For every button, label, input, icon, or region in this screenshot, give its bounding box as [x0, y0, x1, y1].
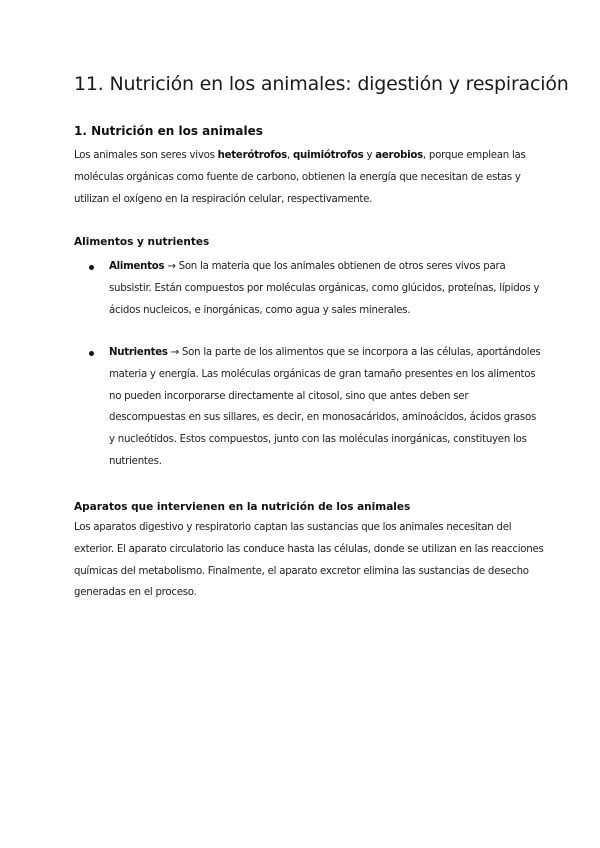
aparatos-paragraph: [74, 517, 544, 604]
bullet-text: → Son la parte de los alimentos que se incorpora a las células, aportándoles: [167, 347, 541, 358]
intro-text: ,: [286, 150, 293, 161]
bullet-line: nutrientes.: [109, 455, 162, 467]
bullet-dot: [89, 265, 94, 270]
section-heading-nutricion: 1. Nutrición en los animales: [74, 124, 263, 138]
bullet-line: [109, 342, 540, 364]
bullet-line: subsistir. Están compuestos por moléculas orgánicas, como glúcidos, proteínas, lípidos y: [109, 282, 540, 294]
subheading-aparatos: Aparatos que intervienen en la nutrición de los animales: [74, 501, 411, 513]
aparatos-line: generadas en el proceso.: [74, 587, 197, 599]
intro-line-1: [74, 145, 526, 167]
term-nutrientes: Nutrientes: [109, 347, 168, 358]
intro-line-3: utilizan el oxígeno en la respiración celular, respectivamente.: [74, 193, 373, 205]
intro-text: Los animales son seres vivos: [74, 150, 218, 161]
intro-text: y: [363, 150, 376, 161]
intro-paragraph: [74, 145, 526, 210]
bullet-line: y nucleótidos. Estos compuestos, junto con las moléculas inorgánicas, constituyen los: [109, 434, 527, 446]
intro-line-2: moléculas orgánicas como fuente de carbono, obtienen la energía que necesitan de estas y: [74, 171, 521, 183]
term-aerobios: aerobios: [375, 150, 423, 161]
bullet-dot: [89, 351, 94, 356]
bullet-text: → Son la materia que los animales obtienen de otros seres vivos para: [164, 261, 506, 272]
bullet-line: materia y energía. Las moléculas orgánicas de gran tamaño presentes en los alimentos: [109, 368, 536, 380]
aparatos-line: exterior. El aparato circulatorio las conduce hasta las células, donde se utilizan en las reacciones: [74, 543, 544, 555]
subheading-alimentos-nutrientes: Alimentos y nutrientes: [74, 236, 210, 248]
document-title: 11. Nutrición en los animales: digestión y respiración: [74, 73, 569, 95]
intro-text: , porque emplean las: [422, 150, 526, 161]
term-heterotrofos: heterótrofos: [217, 150, 287, 161]
aparatos-line: Los aparatos digestivo y respiratorio captan las sustancias que los animales necesitan del: [74, 522, 512, 533]
bullet-line: ácidos nucleicos, e inorgánicas, como agua y sales minerales.: [109, 304, 411, 316]
bullet-line: [109, 256, 539, 278]
bullet-item-alimentos: [109, 256, 539, 321]
aparatos-line: químicas del metabolismo. Finalmente, el aparato excretor elimina las sustancias de desecho: [74, 565, 529, 577]
bullet-line: descompuestas en sus sillares, es decir, en monosacáridos, aminoácidos, ácidos grasos: [109, 412, 537, 424]
term-quimiotrofos: quimiótrofos: [292, 150, 364, 161]
bullet-item-nutrientes: [109, 342, 540, 473]
bullet-line: no pueden incorporarse directamente al citosol, sino que antes deben ser: [109, 390, 469, 402]
term-alimentos: Alimentos: [109, 261, 165, 272]
